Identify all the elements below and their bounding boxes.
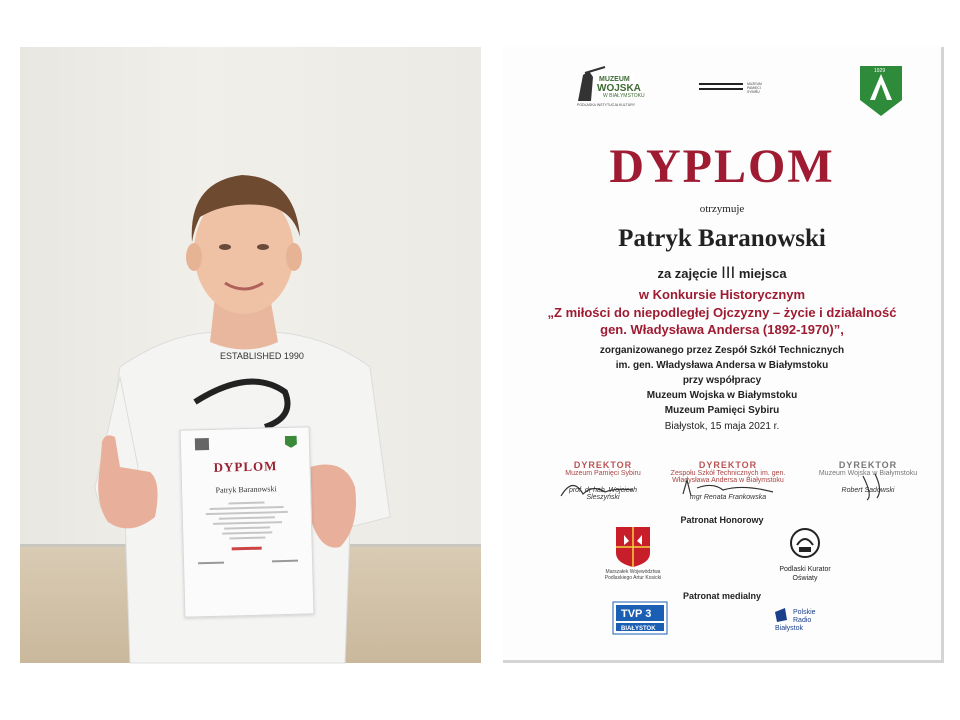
signature-muzeum-wojska [813, 460, 923, 494]
radio-line1: Polskie [793, 609, 816, 616]
kurator-logo-icon [785, 525, 825, 569]
svg-text:PAMIĘCI: PAMIĘCI [747, 86, 761, 90]
kurator-caption [773, 565, 837, 583]
signature-role: DYREKTOR [698, 460, 758, 470]
held-diploma-logo-left [195, 438, 209, 450]
signature-institution: Muzeum Pamięci Sybiru [565, 470, 641, 477]
signature-person: Robert Sadowski [841, 487, 895, 494]
signature-role: DYREKTOR [573, 460, 633, 470]
cooperation-line2: Muzeum Pamięci Sybiru [664, 405, 780, 416]
svg-text:SYBIRU: SYBIRU [747, 90, 760, 94]
tshirt-print: ESTABLISHED 1990 [220, 351, 304, 361]
radio-line3: Białystok [775, 625, 804, 632]
signature-institution: Zespołu Szkół Technicznych im. gen. Władysława Andersa w Białymstoku [670, 470, 786, 484]
held-diploma-text-lines [200, 498, 293, 543]
diploma-title: DYPLOM [609, 140, 835, 193]
muzeum-sybiru-logo [699, 80, 777, 94]
handwritten-signature [553, 466, 653, 506]
place-suffix: miejsca [738, 266, 787, 281]
svg-text:WOJSKA: WOJSKA [597, 83, 641, 94]
kurator-caption-line1: Podlaski Kurator [779, 566, 831, 573]
coat-of-arms-icon [616, 527, 650, 567]
held-diploma-logo-right [285, 436, 297, 448]
contest-name: w Konkursie Historycznym [638, 287, 806, 302]
coat-of-arms-caption: Marszałek Województwa Podlaskiego Artur Kosicki [604, 569, 662, 581]
contest-topic-line1: „Z miłości do niepodległej Ojczyzny – życie i działalność [547, 305, 897, 320]
place-prefix: za zajęcie [657, 266, 718, 281]
tvp-label: TVP 3 [621, 608, 652, 620]
student-photo [20, 47, 481, 663]
held-diploma-title: DYPLOM [213, 458, 278, 475]
receives-text: otrzymuje [699, 203, 745, 215]
organizer-line2: im. gen. Władysława Andersa w Białymstoku [615, 360, 829, 371]
held-diploma-signature [272, 560, 298, 563]
held-diploma-name: Patryk Baranowski [215, 484, 277, 495]
contest-topic-line2: gen. Władysława Andersa (1892-1970)”, [600, 322, 844, 337]
recipient-name: Patryk Baranowski [618, 225, 826, 252]
signature-institution: Muzeum Wojska w Białymstoku [818, 470, 918, 477]
cooperation-label: przy współpracy [682, 375, 762, 386]
handwritten-signature [663, 466, 793, 506]
signature-role: DYREKTOR [838, 460, 898, 470]
svg-text:1929: 1929 [874, 68, 886, 74]
radio-line2: Radio [793, 617, 812, 624]
diploma [503, 47, 944, 663]
polskie-radio-logo-icon [773, 606, 833, 632]
svg-text:W BIAŁYMSTOKU: W BIAŁYMSTOKU [603, 93, 645, 99]
held-diploma-signature [198, 562, 224, 565]
signature-school [663, 460, 793, 501]
place-number: III [721, 263, 736, 282]
held-diploma-signature-line [232, 547, 262, 551]
cooperation-line1: Muzeum Wojska w Białymstoku [646, 390, 798, 401]
place-line [503, 263, 941, 283]
signature-person: prof. dr hab. Wojciech Śleszyński [568, 487, 638, 501]
media-patronage-label: Patronat medialny [682, 591, 762, 601]
svg-text:MUZEUM: MUZEUM [599, 76, 630, 83]
place-date: Białystok, 15 maja 2021 r. [664, 421, 780, 432]
kurator-caption-line2: Oświaty [792, 575, 818, 582]
honorary-patronage-label: Patronat Honorowy [680, 515, 764, 525]
signature-sybir [553, 460, 653, 501]
held-diploma [180, 426, 315, 617]
svg-text:PODLASKA INSTYTUCJA KULTURY: PODLASKA INSTYTUCJA KULTURY [577, 103, 636, 107]
handwritten-signature [813, 466, 923, 506]
school-a-badge [860, 66, 902, 116]
svg-text:MUZEUM: MUZEUM [747, 82, 762, 86]
muzeum-wojska-logo [575, 63, 645, 107]
tvp3-logo-icon [613, 602, 667, 634]
signature-person: mgr Renata Frankowska [689, 494, 767, 501]
tvp-city: BIAŁYSTOK [621, 626, 656, 632]
organizer-line1: zorganizowanego przez Zespół Szkół Technicznych [599, 345, 845, 356]
